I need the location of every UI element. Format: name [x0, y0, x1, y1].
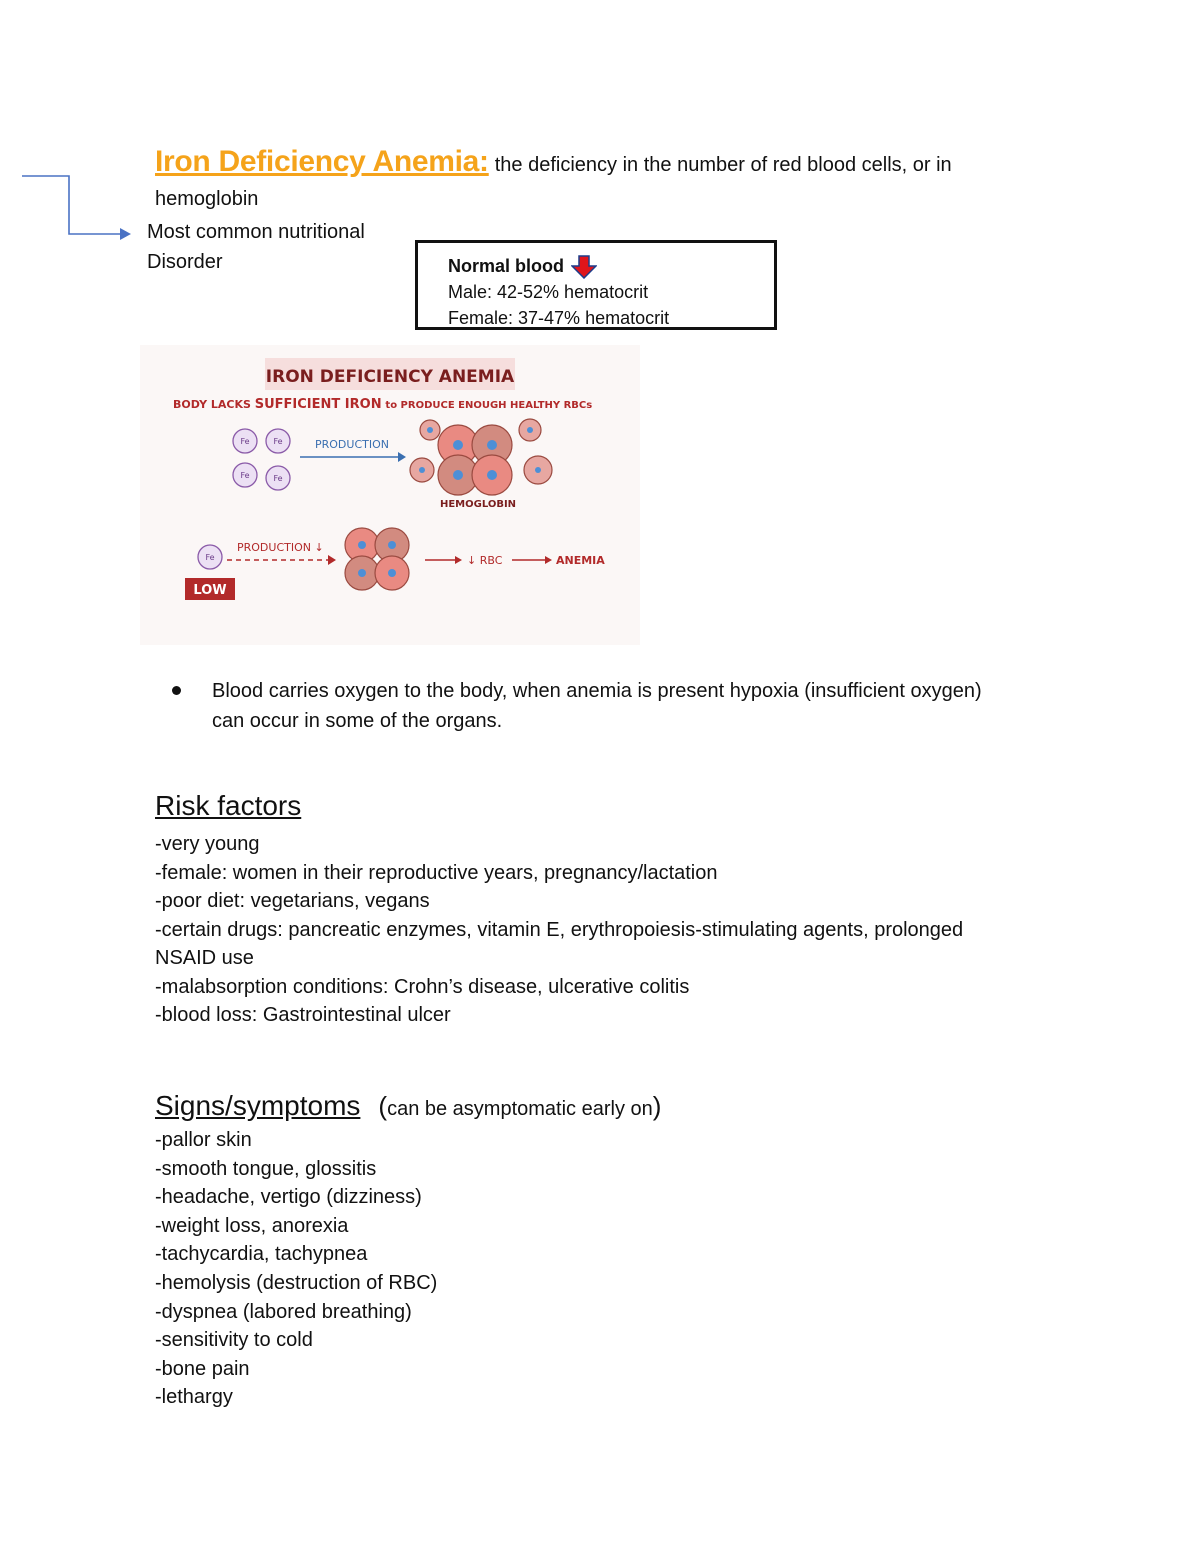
title-definition-cont: hemoglobin: [155, 188, 259, 210]
normal-blood-box: [415, 240, 777, 330]
fe-label-5: Fe: [205, 553, 215, 562]
signs-heading: Signs/symptoms: [155, 1090, 361, 1121]
signs-note: can be asymptomatic early on: [387, 1098, 653, 1120]
normal-blood-female: Female: 37-47% hematocrit: [448, 308, 670, 329]
title-definition: the deficiency in the number of red blood cells, or in: [494, 154, 952, 176]
list-item: -tachycardia, tachypnea: [155, 1243, 368, 1266]
illus-sub1: BODY LACKS: [173, 398, 251, 411]
side-note-line2: Disorder: [147, 251, 223, 273]
list-item: -hemolysis (destruction of RBC): [155, 1271, 438, 1294]
list-item: -malabsorption conditions: Crohn’s disease, ulcerative colitis: [155, 975, 690, 998]
side-note: [147, 217, 365, 277]
risk-factors-heading: Risk factors: [155, 790, 302, 821]
bullet-dot-icon: [172, 686, 181, 695]
connector-arrow: [0, 0, 140, 250]
title-line: [155, 145, 952, 179]
risk-factors-list: [155, 830, 1055, 1030]
list-item: NSAID use: [155, 947, 254, 969]
illus-production-low-label: PRODUCTION ↓: [237, 541, 324, 554]
list-item: -headache, vertigo (dizziness): [155, 1186, 422, 1209]
list-item: -blood loss: Gastrointestinal ulcer: [155, 1004, 451, 1026]
list-item: -female: women in their reproductive years, pregnancy/lactation: [155, 861, 718, 884]
illus-sub3: to PRODUCE ENOUGH HEALTHY RBCs: [385, 400, 593, 411]
fe-label-4: Fe: [273, 474, 283, 483]
side-note-line1: Most common nutritional: [147, 221, 365, 243]
signs-heading-line: Signs/symptoms (can be asymptomatic early on): [155, 1090, 662, 1121]
list-item: -pallor skin: [155, 1129, 252, 1151]
svg-text:BODY LACKS SUFFICIENT IRON: [173, 397, 592, 412]
list-item: -smooth tongue, glossitis: [155, 1157, 377, 1180]
illus-hemoglobin-label: HEMOGLOBIN: [439, 499, 517, 510]
illus-sub2: SUFFICIENT IRON: [254, 397, 382, 412]
iron-deficiency-illustration: [140, 345, 640, 645]
normal-blood-title: Normal blood: [448, 256, 564, 276]
list-item: -sensitivity to cold: [155, 1329, 313, 1352]
list-item: -bone pain: [155, 1357, 250, 1380]
list-item: -very young: [155, 833, 260, 855]
list-item: -poor diet: vegetarians, vegans: [155, 890, 430, 912]
bullet-line1: Blood carries oxygen to the body, when anemia is present hypoxia (insufficient oxygen): [212, 680, 982, 702]
low-hemoglobin-cluster: [345, 528, 409, 590]
low-badge: LOW: [193, 583, 227, 598]
signs-list: [155, 1126, 1055, 1412]
list-item: -certain drugs: pancreatic enzymes, vitamin E, erythropoiesis-stimulating agents, prolonged: [155, 918, 964, 941]
fe-label-1: Fe: [240, 437, 250, 446]
list-item: -lethargy: [155, 1386, 233, 1409]
list-item: -weight loss, anorexia: [155, 1214, 349, 1237]
down-arrow-icon: [571, 255, 597, 279]
fe-label-3: Fe: [240, 471, 250, 480]
normal-blood-male: Male: 42-52% hematocrit: [448, 282, 649, 303]
bullet-line2: can occur in some of the organs.: [212, 710, 503, 732]
illus-anemia-label: ANEMIA: [556, 554, 605, 567]
fe-label-2: Fe: [273, 437, 283, 446]
illus-rbc-label: ↓ RBC: [467, 554, 503, 567]
bullet-item: [172, 676, 1072, 736]
illus-heading: IRON DEFICIENCY ANEMIA: [265, 367, 515, 387]
list-item: -dyspnea (labored breathing): [155, 1300, 412, 1323]
illus-production-label: PRODUCTION: [315, 438, 389, 451]
page-title: Iron Deficiency Anemia:: [155, 145, 489, 178]
